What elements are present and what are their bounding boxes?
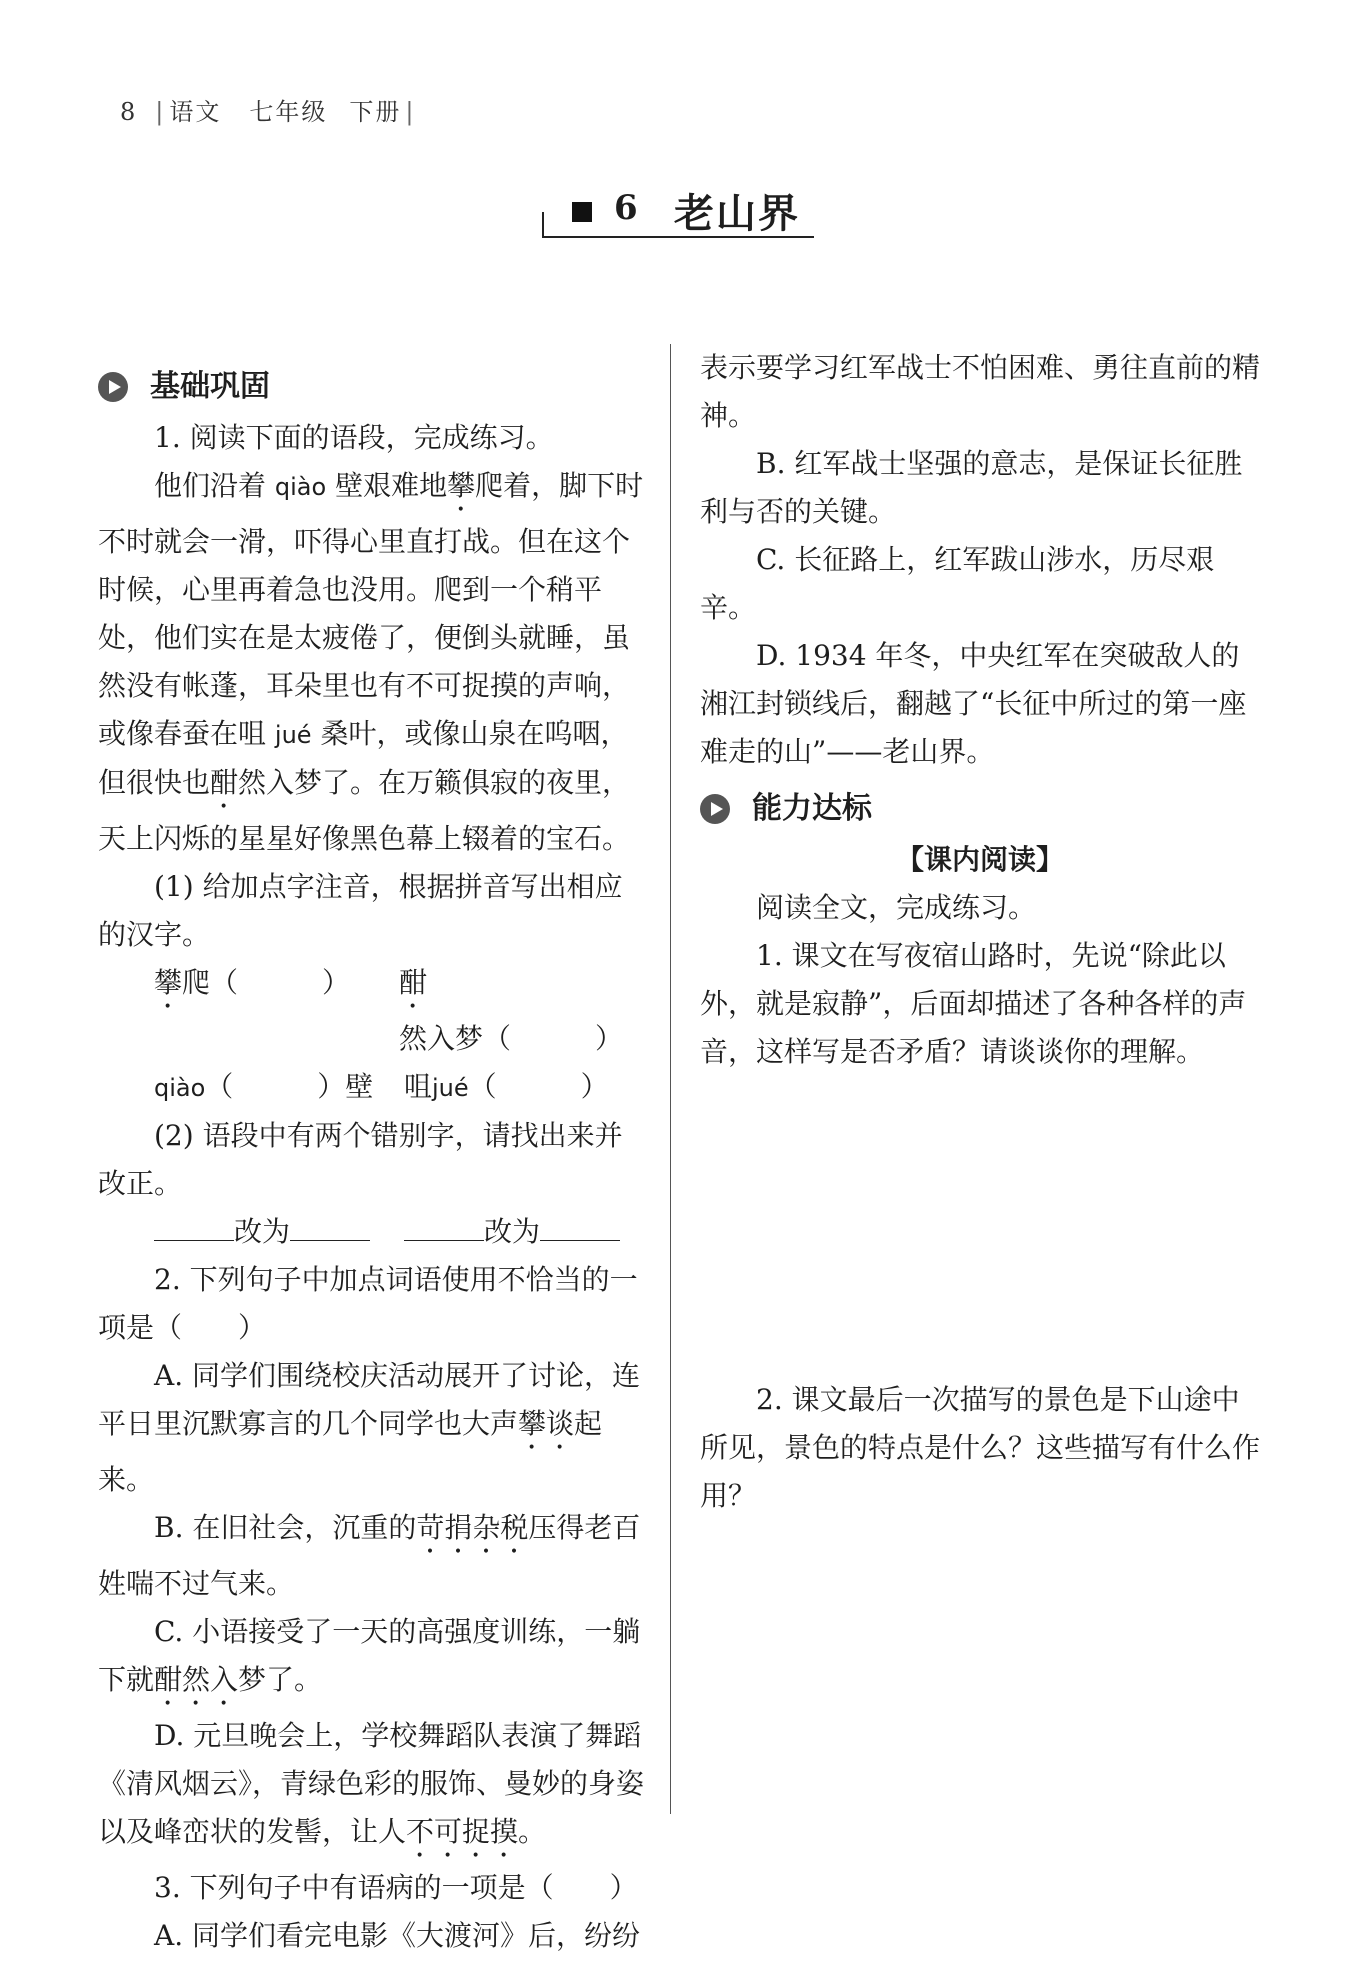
volume: 下册 xyxy=(349,98,402,126)
grade: 七年级 xyxy=(249,98,328,126)
page-header: 8 | 语文 七年级 下册 | xyxy=(120,98,416,126)
reading-instruction: 阅读全文，完成练习。 xyxy=(756,891,1037,924)
reading-question-1: 1. 课文在写夜宿山路时，先说“除此以外，就是寂静”，后面却描述了各种各样的声音，这样写是否矛盾？请谈谈你的理解。 xyxy=(700,939,1247,1068)
correction-row: 改为 改为 xyxy=(98,1208,646,1256)
fill-row-1: 攀爬（ ） 酣然入梦（ ） xyxy=(154,966,624,1055)
option-2c: C. 小语接受了一天的高强度训练，一躺下就酣然入梦了。 xyxy=(98,1615,641,1696)
answer-space-1[interactable] xyxy=(700,1076,1260,1376)
option-3d: D. 1934 年冬，中央红军在突破敌人的湘江封锁线后，翻越了“长征中所过的第一座难走的山”——老山界。 xyxy=(700,639,1247,768)
fill-row-2: qiào（ ）壁 咀jué（ ） xyxy=(154,1070,609,1103)
option-3a-continued: 表示要学习红军战士不怕困难、勇往直前的精神。 xyxy=(700,351,1261,432)
option-3c: C. 长征路上，红军跋山涉水，历尽艰辛。 xyxy=(700,543,1215,624)
question-1: 1. 阅读下面的语段，完成练习。 xyxy=(154,421,554,454)
play-icon xyxy=(98,372,128,402)
column-divider xyxy=(670,344,671,1814)
square-icon xyxy=(572,202,592,222)
lesson-name: 老山界 xyxy=(674,190,800,237)
section-ability xyxy=(700,782,1260,836)
section-title: 能力达标 xyxy=(752,791,872,826)
option-3b: B. 红军战士坚强的意志，是保证长征胜利与否的关键。 xyxy=(700,447,1243,528)
question-3: 3. 下列句子中有语病的一项是（ ） xyxy=(154,1871,638,1904)
question-1-2: (2) 语段中有两个错别字，请找出来并改正。 xyxy=(98,1119,623,1200)
option-2d: D. 元旦晚会上，学校舞蹈队表演了舞蹈《清风烟云》，青绿色彩的服饰、曼妙的身姿以及峰峦状的发髻，让人不可捉摸。 xyxy=(98,1719,645,1848)
question-1-1: (1) 给加点字注音，根据拼音写出相应的汉字。 xyxy=(98,870,623,951)
right-column xyxy=(700,344,1260,1520)
play-icon xyxy=(700,794,730,824)
option-2a: A. 同学们围绕校庆活动展开了讨论，连平日里沉默寡言的几个同学也大声攀谈起来。 xyxy=(98,1359,641,1496)
section-title: 基础巩固 xyxy=(150,369,270,404)
question-2: 2. 下列句子中加点词语使用不恰当的一项是（ ） xyxy=(98,1263,638,1344)
reading-label: 【课内阅读】 xyxy=(895,843,1064,876)
section-basic xyxy=(98,360,646,414)
lesson-number: 6 xyxy=(614,188,638,228)
subject: 语文 xyxy=(169,98,222,126)
page-number: 8 xyxy=(120,98,138,126)
option-3a: A. 同学们看完电影《大渡河》后，纷纷 xyxy=(154,1919,641,1952)
option-2b: B. 在旧社会，沉重的苛捐杂税压得老百姓喘不过气来。 xyxy=(98,1511,641,1600)
reading-question-2: 2. 课文最后一次描写的景色是下山途中所见，景色的特点是什么？这些描写有什么作用？ xyxy=(700,1383,1261,1512)
passage: 他们沿着 qiào 壁艰难地攀爬着，脚下时不时就会一滑，吓得心里直打战。但在这个时候，心里再着急也没用。爬到一个稍平处，他们实在是太疲倦了，便倒头就睡，虽然没有帐蓬，耳朵里也有不可捉摸的声响，或像春蚕在咀 jué 桑叶，或像山泉在呜咽，但很快也酣然入梦了。在万籁俱寂的夜里，天上闪烁的星星好像黑色幕上辍着的宝石。 xyxy=(98,469,644,855)
left-column xyxy=(98,360,646,1960)
lesson-title xyxy=(542,182,812,236)
